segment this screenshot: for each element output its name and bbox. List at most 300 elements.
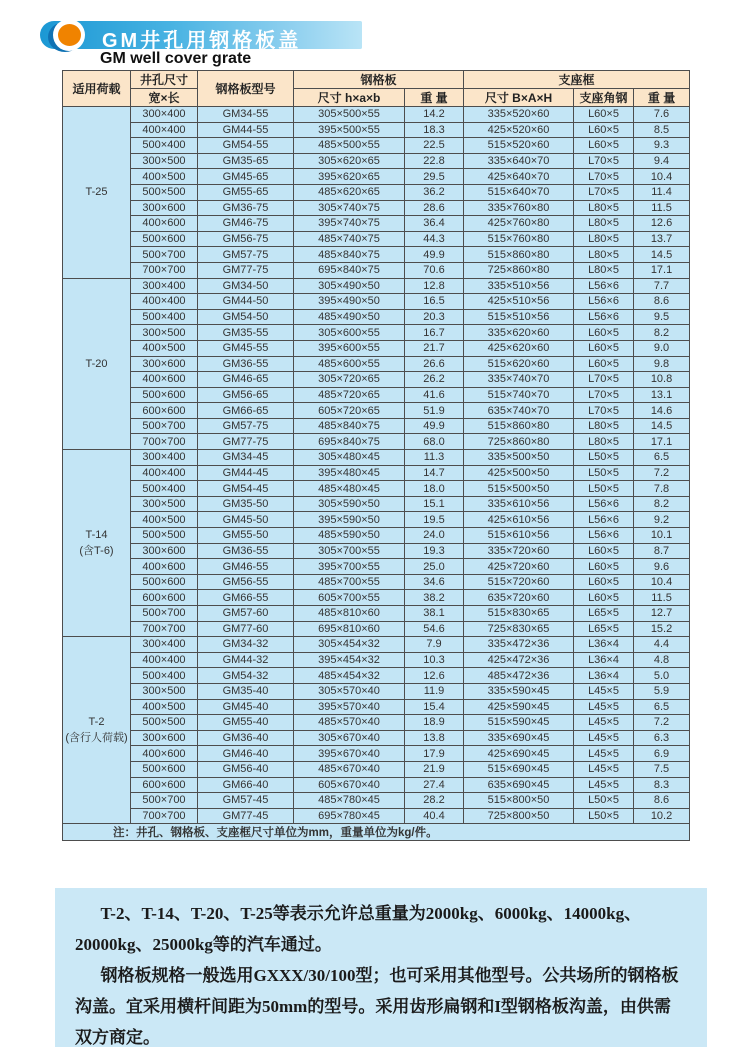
spec-cell: L36×4 [574,652,634,668]
spec-cell: 14.6 [634,403,690,419]
header-frame-weight: 重 量 [634,89,690,107]
spec-cell: 12.7 [634,606,690,622]
spec-cell: 515×520×60 [464,138,574,154]
spec-cell: 8.5 [634,122,690,138]
spec-cell: L45×5 [574,730,634,746]
spec-cell: 9.8 [634,356,690,372]
spec-cell: 400×400 [131,294,198,310]
spec-cell: 485×840×75 [294,418,405,434]
spec-cell: GM35-55 [198,325,294,341]
table-note: 注：井孔、钢格板、支座框尺寸单位为mm，重量单位为kg/件。 [63,824,690,841]
spec-cell: 635×720×60 [464,590,574,606]
spec-cell: 335×590×45 [464,683,574,699]
spec-cell: 8.2 [634,325,690,341]
spec-cell: 600×600 [131,777,198,793]
header-hole-size: 井孔尺寸 [131,71,198,89]
spec-cell: 335×510×56 [464,278,574,294]
table-row [63,543,690,559]
spec-cell: 425×760×80 [464,216,574,232]
spec-cell: 10.4 [634,169,690,185]
spec-cell: 515×590×45 [464,715,574,731]
spec-cell: L65×5 [574,606,634,622]
spec-cell: 600×600 [131,590,198,606]
table-row [63,793,690,809]
spec-cell: 305×700×55 [294,543,405,559]
spec-cell: 7.6 [634,107,690,123]
spec-cell: 700×700 [131,262,198,278]
spec-cell: L60×5 [574,559,634,575]
spec-cell: 36.2 [405,184,464,200]
spec-cell: 40.4 [405,808,464,824]
spec-cell: L45×5 [574,715,634,731]
spec-cell: GM77-60 [198,621,294,637]
spec-cell: 9.6 [634,559,690,575]
header-grating: 钢格板 [294,71,464,89]
spec-cell: 19.3 [405,543,464,559]
spec-cell: 500×700 [131,247,198,263]
spec-cell: 70.6 [405,262,464,278]
table-row [63,356,690,372]
spec-cell: L80×5 [574,200,634,216]
header-model: 钢格板型号 [198,71,294,107]
spec-cell: 8.3 [634,777,690,793]
spec-cell: 725×800×50 [464,808,574,824]
spec-cell: GM77-45 [198,808,294,824]
table-row [63,387,690,403]
table-note-row [63,824,690,841]
table-row [63,122,690,138]
spec-cell: 44.3 [405,231,464,247]
table-row [63,808,690,824]
spec-cell: GM34-55 [198,107,294,123]
spec-cell: 7.2 [634,715,690,731]
spec-cell: 300×600 [131,543,198,559]
spec-cell: 605×670×40 [294,777,405,793]
spec-cell: GM36-40 [198,730,294,746]
spec-cell: GM55-65 [198,184,294,200]
spec-cell: 6.3 [634,730,690,746]
spec-cell: L50×5 [574,808,634,824]
spec-cell: 695×840×75 [294,262,405,278]
spec-cell: 500×600 [131,574,198,590]
table-row [63,496,690,512]
spec-cell: 300×600 [131,730,198,746]
spec-cell: 38.1 [405,606,464,622]
spec-cell: 7.7 [634,278,690,294]
spec-cell: 300×400 [131,107,198,123]
spec-cell: 695×810×60 [294,621,405,637]
spec-cell: GM45-40 [198,699,294,715]
spec-cell: 12.6 [405,668,464,684]
spec-cell: 9.2 [634,512,690,528]
spec-cell: GM46-40 [198,746,294,762]
spec-cell: 305×480×45 [294,450,405,466]
spec-cell: 41.6 [405,387,464,403]
spec-cell: L45×5 [574,777,634,793]
spec-cell: 11.5 [634,200,690,216]
spec-cell: 21.9 [405,761,464,777]
spec-cell: 17.1 [634,262,690,278]
table-row [63,465,690,481]
spec-cell: 300×500 [131,153,198,169]
spec-cell: 20.3 [405,309,464,325]
spec-cell: 300×600 [131,356,198,372]
spec-cell: 8.6 [634,294,690,310]
spec-cell: GM35-40 [198,683,294,699]
spec-cell: 485×720×65 [294,387,405,403]
spec-cell: 10.2 [634,808,690,824]
spec-cell: 18.3 [405,122,464,138]
spec-cell: 400×500 [131,699,198,715]
spec-cell: 305×570×40 [294,683,405,699]
spec-cell: 6.9 [634,746,690,762]
spec-cell: L60×5 [574,590,634,606]
spec-cell: 26.2 [405,372,464,388]
spec-cell: 500×600 [131,231,198,247]
spec-cell: 11.5 [634,590,690,606]
spec-cell: 12.8 [405,278,464,294]
spec-cell: L80×5 [574,434,634,450]
spec-cell: 18.9 [405,715,464,731]
spec-cell: 395×600×55 [294,340,405,356]
spec-cell: 485×570×40 [294,715,405,731]
spec-cell: GM55-40 [198,715,294,731]
spec-cell: L80×5 [574,418,634,434]
spec-cell: 400×400 [131,122,198,138]
header-grating-size: 尺寸 h×a×b [294,89,405,107]
spec-cell: 515×510×56 [464,309,574,325]
spec-cell: 305×500×55 [294,107,405,123]
spec-cell: 400×500 [131,169,198,185]
table-row [63,200,690,216]
spec-cell: L36×4 [574,668,634,684]
spec-cell: 305×620×65 [294,153,405,169]
spec-cell: 335×610×56 [464,496,574,512]
table-row [63,637,690,653]
spec-cell: 14.5 [634,247,690,263]
table-row [63,309,690,325]
table-row [63,777,690,793]
table-row [63,715,690,731]
spec-cell: 395×620×65 [294,169,405,185]
spec-cell: GM35-65 [198,153,294,169]
spec-cell: L60×5 [574,325,634,341]
spec-cell: 305×740×75 [294,200,405,216]
spec-cell: 400×400 [131,652,198,668]
table-row [63,138,690,154]
spec-cell: 425×640×70 [464,169,574,185]
spec-cell: 515×610×56 [464,528,574,544]
spec-cell: L80×5 [574,216,634,232]
spec-cell: L56×6 [574,294,634,310]
spec-cell: GM36-55 [198,356,294,372]
spec-cell: 515×860×80 [464,247,574,263]
spec-cell: 300×400 [131,278,198,294]
spec-cell: 725×830×65 [464,621,574,637]
table-row [63,668,690,684]
spec-cell: 11.4 [634,184,690,200]
spec-cell: L80×5 [574,247,634,263]
spec-cell: 24.0 [405,528,464,544]
spec-cell: 695×780×45 [294,808,405,824]
spec-cell: 8.7 [634,543,690,559]
spec-cell: GM46-55 [198,559,294,575]
spec-cell: 16.7 [405,325,464,341]
spec-cell: 700×700 [131,434,198,450]
spec-cell: 7.5 [634,761,690,777]
spec-cell: 515×760×80 [464,231,574,247]
spec-cell: 17.9 [405,746,464,762]
spec-cell: 500×400 [131,138,198,154]
spec-cell: GM57-75 [198,247,294,263]
table-row [63,372,690,388]
table-row [63,559,690,575]
spec-cell: 635×690×45 [464,777,574,793]
spec-cell: 485×620×65 [294,184,405,200]
spec-cell: 425×620×60 [464,340,574,356]
spec-cell: 5.9 [634,683,690,699]
spec-cell: 7.9 [405,637,464,653]
header-frame-size: 尺寸 B×A×H [464,89,574,107]
spec-cell: 6.5 [634,450,690,466]
spec-cell: 395×454×32 [294,652,405,668]
spec-cell: GM57-45 [198,793,294,809]
spec-cell: 300×500 [131,325,198,341]
spec-cell: GM54-32 [198,668,294,684]
spec-cell: 335×690×45 [464,730,574,746]
title-banner [40,21,362,52]
spec-cell: GM36-75 [198,200,294,216]
spec-table-header [63,71,690,107]
spec-cell: 300×500 [131,496,198,512]
spec-cell: 4.4 [634,637,690,653]
spec-cell: L65×5 [574,621,634,637]
spec-cell: 485×670×40 [294,761,405,777]
spec-cell: GM66-65 [198,403,294,419]
spec-cell: GM46-65 [198,372,294,388]
spec-cell: 14.7 [405,465,464,481]
spec-cell: GM46-75 [198,216,294,232]
table-row [63,590,690,606]
spec-cell: 13.8 [405,730,464,746]
spec-cell: GM77-75 [198,262,294,278]
spec-cell: 12.6 [634,216,690,232]
spec-cell: 485×454×32 [294,668,405,684]
spec-cell: 425×720×60 [464,559,574,575]
table-row [63,107,690,123]
spec-cell: 11.3 [405,450,464,466]
table-row [63,481,690,497]
table-row [63,184,690,200]
spec-cell: 425×590×45 [464,699,574,715]
spec-cell: 400×600 [131,746,198,762]
spec-cell: 13.7 [634,231,690,247]
spec-cell: L70×5 [574,153,634,169]
table-row [63,699,690,715]
spec-cell: GM54-45 [198,481,294,497]
table-row [63,746,690,762]
load-group-label: T-20 [63,278,131,450]
header-load: 适用荷载 [63,71,131,107]
table-row [63,652,690,668]
spec-cell: L60×5 [574,356,634,372]
table-row [63,512,690,528]
spec-cell: 300×400 [131,450,198,466]
spec-cell: 27.4 [405,777,464,793]
spec-cell: 515×690×45 [464,761,574,777]
spec-cell: 515×720×60 [464,574,574,590]
spec-cell: 500×400 [131,481,198,497]
spec-cell: 14.5 [634,418,690,434]
spec-cell: 13.1 [634,387,690,403]
spec-cell: 9.4 [634,153,690,169]
page-title-en: GM well cover grate [100,50,252,67]
header-frame-angle: 支座角钢 [574,89,634,107]
spec-cell: 485×840×75 [294,247,405,263]
spec-cell: 395×480×45 [294,465,405,481]
spec-cell: GM45-65 [198,169,294,185]
spec-cell: 68.0 [405,434,464,450]
header-frame: 支座框 [464,71,690,89]
spec-cell: 500×700 [131,793,198,809]
spec-cell: 500×500 [131,184,198,200]
spec-cell: L45×5 [574,683,634,699]
table-row [63,403,690,419]
spec-cell: 485×590×50 [294,528,405,544]
spec-cell: 500×700 [131,418,198,434]
footer-note-box [55,888,707,1047]
spec-cell: 26.6 [405,356,464,372]
spec-cell: 515×830×65 [464,606,574,622]
spec-cell: 51.9 [405,403,464,419]
spec-cell: 485×472×36 [464,668,574,684]
spec-cell: GM56-55 [198,574,294,590]
spec-cell: L36×4 [574,637,634,653]
spec-cell: L60×5 [574,543,634,559]
spec-cell: 485×480×45 [294,481,405,497]
spec-cell: 335×740×70 [464,372,574,388]
spec-cell: GM35-50 [198,496,294,512]
spec-cell: 305×454×32 [294,637,405,653]
spec-cell: 49.9 [405,418,464,434]
spec-cell: 16.5 [405,294,464,310]
spec-table [62,70,690,841]
table-row [63,434,690,450]
spec-cell: 515×800×50 [464,793,574,809]
spec-cell: 600×600 [131,403,198,419]
spec-cell: 38.2 [405,590,464,606]
spec-cell: 9.0 [634,340,690,356]
spec-cell: GM44-50 [198,294,294,310]
spec-cell: 300×500 [131,683,198,699]
spec-cell: L56×6 [574,528,634,544]
table-row [63,153,690,169]
spec-cell: 305×670×40 [294,730,405,746]
spec-cell: 395×740×75 [294,216,405,232]
table-row [63,278,690,294]
spec-cell: GM54-55 [198,138,294,154]
spec-cell: L50×5 [574,450,634,466]
table-row [63,606,690,622]
spec-cell: 15.2 [634,621,690,637]
spec-cell: L45×5 [574,699,634,715]
spec-cell: 21.7 [405,340,464,356]
table-row [63,450,690,466]
spec-cell: 395×490×50 [294,294,405,310]
spec-cell: GM44-32 [198,652,294,668]
table-row [63,621,690,637]
spec-cell: L80×5 [574,231,634,247]
spec-cell: 10.3 [405,652,464,668]
spec-cell: 395×590×50 [294,512,405,528]
spec-cell: 485×600×55 [294,356,405,372]
spec-cell: 34.6 [405,574,464,590]
spec-cell: GM66-55 [198,590,294,606]
footer-paragraph-2: 钢格板规格一般选用GXXX/30/100型；也可采用其他型号。公共场所的钢格板沟盖。宜采用横杆间距为50mm的型号。采用齿形扁钢和I型钢格板沟盖，由供需双方商定。 [75,966,679,1048]
table-row [63,325,690,341]
spec-cell: 515×500×50 [464,481,574,497]
spec-cell: 515×640×70 [464,184,574,200]
spec-cell: 22.5 [405,138,464,154]
footer-paragraph-1: T-2、T-14、T-20、T-25等表示允许总重量为2000kg、6000kg、14000kg、20000kg、25000kg等的汽车通过。 [75,904,642,955]
spec-cell: 11.9 [405,683,464,699]
spec-cell: L60×5 [574,340,634,356]
spec-cell: 335×720×60 [464,543,574,559]
spec-cell: 400×600 [131,216,198,232]
spec-cell: L50×5 [574,481,634,497]
spec-cell: 15.4 [405,699,464,715]
spec-cell: 305×720×65 [294,372,405,388]
spec-cell: 400×600 [131,559,198,575]
spec-cell: L70×5 [574,372,634,388]
spec-cell: 10.4 [634,574,690,590]
spec-cell: GM54-50 [198,309,294,325]
spec-cell: 305×590×50 [294,496,405,512]
spec-cell: 300×600 [131,200,198,216]
spec-cell: 335×620×60 [464,325,574,341]
spec-cell: 28.6 [405,200,464,216]
spec-table-body [63,107,690,824]
spec-cell: 335×472×36 [464,637,574,653]
spec-cell: 425×520×60 [464,122,574,138]
spec-cell: GM44-45 [198,465,294,481]
table-row [63,761,690,777]
table-row [63,169,690,185]
spec-cell: 425×472×36 [464,652,574,668]
spec-cell: 395×670×40 [294,746,405,762]
spec-cell: 485×780×45 [294,793,405,809]
spec-cell: 400×400 [131,465,198,481]
spec-cell: L56×6 [574,512,634,528]
spec-cell: 10.1 [634,528,690,544]
spec-cell: 305×600×55 [294,325,405,341]
spec-cell: 400×600 [131,372,198,388]
spec-cell: 400×500 [131,340,198,356]
load-group-label: T-25 [63,107,131,279]
spec-cell: 8.2 [634,496,690,512]
load-group-label: T-2 (含行人荷载) [63,637,131,824]
spec-cell: 18.0 [405,481,464,497]
spec-cell: 29.5 [405,169,464,185]
spec-cell: L45×5 [574,746,634,762]
table-row [63,574,690,590]
spec-cell: 485×490×50 [294,309,405,325]
spec-cell: 9.5 [634,309,690,325]
spec-cell: L60×5 [574,138,634,154]
spec-cell: GM66-40 [198,777,294,793]
spec-cell: 700×700 [131,621,198,637]
table-row [63,683,690,699]
